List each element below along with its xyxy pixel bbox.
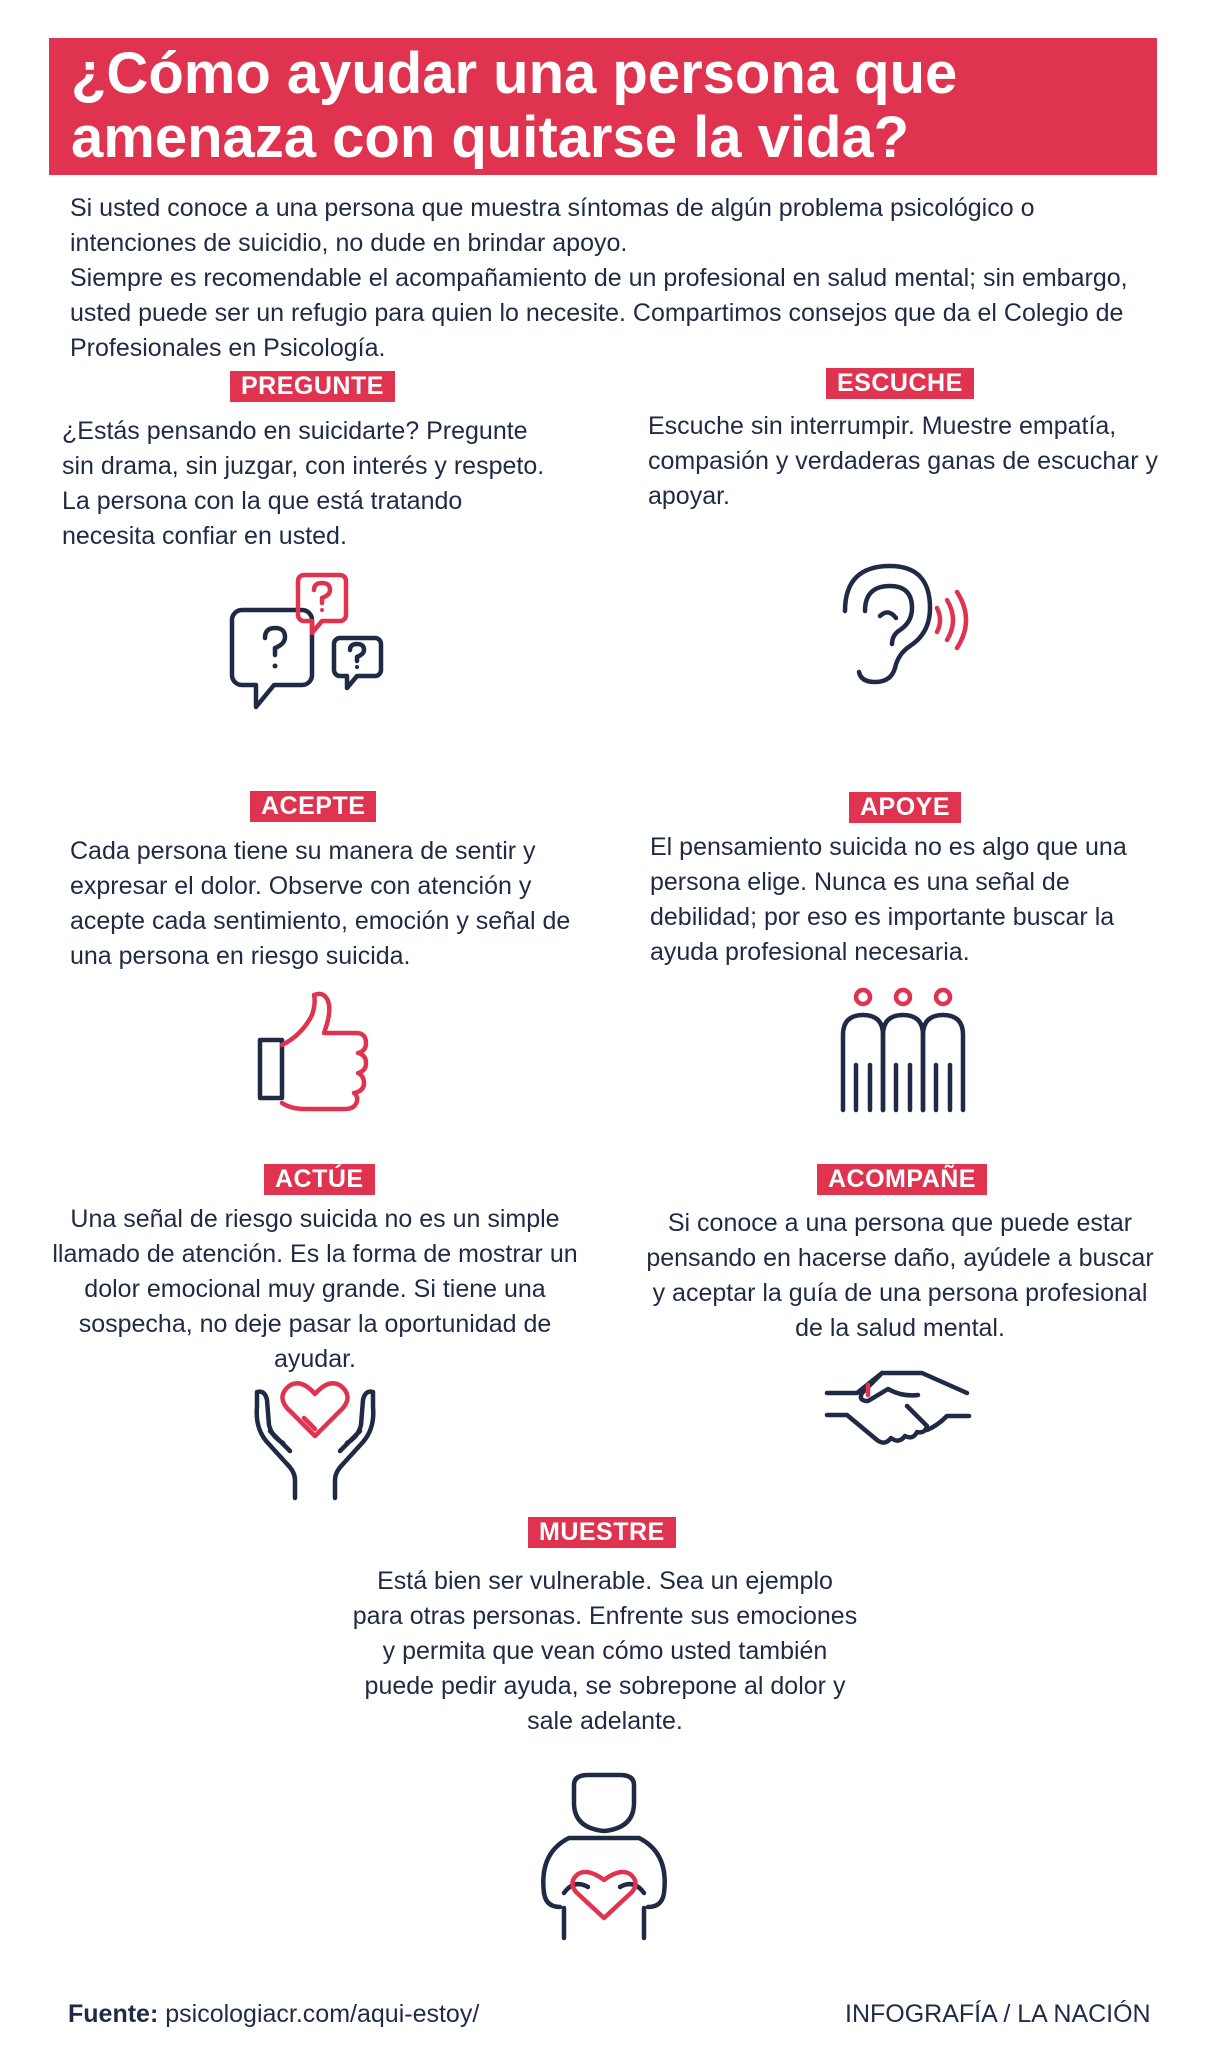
text-pregunte: ¿Estás pensando en suicidarte? Pregunte sin drama, sin juzgar, con interés y respeto. La persona con la que está tratando necesita confiar en usted.: [62, 417, 545, 550]
tag-apoye: APOYE: [849, 792, 961, 823]
footer-source: [68, 1999, 479, 2029]
intro-paragraph-2: Siempre es recomendable el acompañamiento de un profesional en salud mental; sin embargo, usted puede ser un refugio para quien lo necesite. Compartimos consejos que da el Colegio de Profesionales en Psicología.: [70, 264, 1128, 362]
page-title-line-2: amenaza con quitarse la vida?: [71, 105, 910, 170]
handshake-icon: [822, 1355, 972, 1450]
tag-escuche: ESCUCHE: [826, 368, 974, 399]
thumbs-up-icon: [255, 990, 375, 1105]
text-escuche: Escuche sin interrumpir. Muestre empatía, compasión y verdaderas ganas de escuchar y apoyar.: [648, 412, 1159, 510]
ear-listening-icon: [825, 556, 975, 686]
three-people-icon: [838, 985, 968, 1115]
page-title-line-1: ¿Cómo ayudar una persona que: [71, 41, 958, 106]
footer-credit: INFOGRAFÍA / LA NACIÓN: [845, 2000, 1151, 2028]
tag-pregunte: PREGUNTE: [230, 371, 395, 402]
text-muestre: Está bien ser vulnerable. Sea un ejemplo para otras personas. Enfrente sus emociones y permita que vean cómo usted también puede pedir ayuda, se sobrepone al dolor y sale adelante.: [352, 1567, 858, 1735]
footer-source-label: Fuente:: [68, 2000, 159, 2028]
tag-actue: ACTÚE: [264, 1164, 375, 1195]
footer-source-url[interactable]: psicologiacr.com/aqui-estoy/: [165, 2000, 480, 2028]
text-acepte: Cada persona tiene su manera de sentir y expresar el dolor. Observe con atención y acepte cada sentimiento, emoción y señal de una persona en riesgo suicida.: [70, 837, 571, 970]
hands-heart-icon: [250, 1376, 380, 1501]
tag-acepte: ACEPTE: [250, 791, 376, 822]
text-acompane: Si conoce a una persona que puede estar pensando en hacerse daño, ayúdele a buscar y aceptar la guía de una persona profesional de la salud mental.: [646, 1209, 1154, 1342]
title-banner: [49, 38, 1157, 175]
text-apoye: El pensamiento suicida no es algo que una persona elige. Nunca es una señal de debilidad; por eso es importante buscar la ayuda profesional necesaria.: [650, 833, 1127, 966]
intro: [70, 191, 1150, 366]
tag-muestre: MUESTRE: [528, 1517, 676, 1548]
text-actue: Una señal de riesgo suicida no es un simple llamado de atención. Es la forma de mostrar un dolor emocional muy grande. Si tiene una sospecha, no deje pasar la oportunidad de ayudar.: [52, 1205, 578, 1373]
tag-acompane: ACOMPAÑE: [817, 1164, 987, 1195]
speech-bubbles-question-icon: [230, 570, 390, 720]
intro-paragraph-1: Si usted conoce a una persona que muestra síntomas de algún problema psicológico o intenciones de suicidio, no dude en brindar apoyo.: [70, 194, 1035, 257]
person-heart-icon: [534, 1773, 674, 1943]
